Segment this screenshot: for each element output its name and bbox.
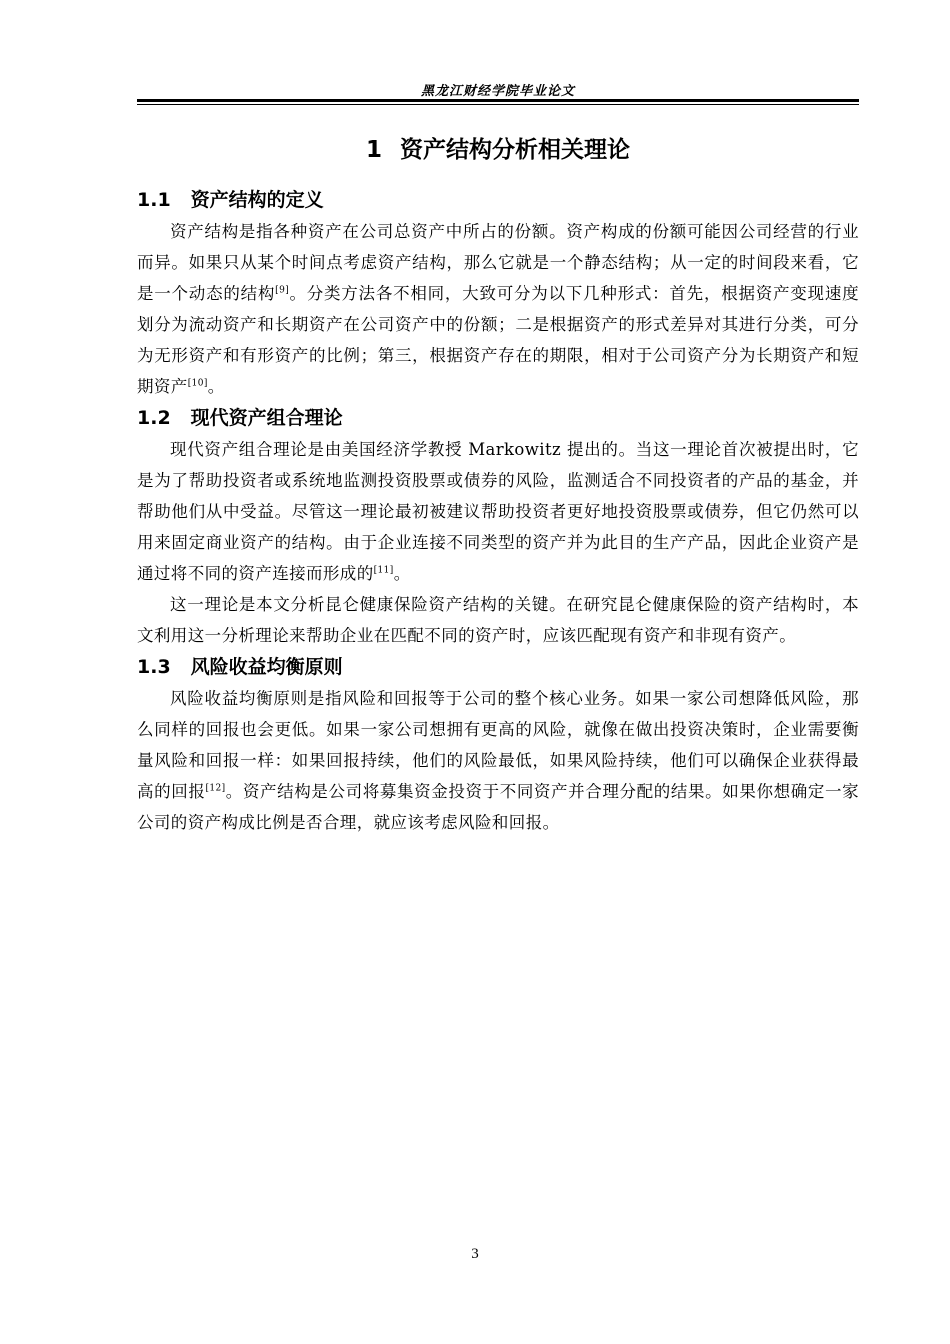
paragraph [137, 589, 859, 651]
section-title: 现代资产组合理论 [190, 407, 343, 429]
section-heading-1-2 [137, 402, 859, 434]
citation: [9] [275, 285, 290, 296]
section-title: 资产结构的定义 [190, 189, 324, 211]
header-rule-thick [137, 99, 859, 102]
section-number: 1.3 [137, 656, 171, 678]
paragraph [137, 434, 859, 589]
page-body [137, 132, 859, 838]
section-heading-1-3 [137, 651, 859, 683]
page-number: 3 [471, 1246, 479, 1262]
header-rule-thin [137, 104, 859, 105]
paragraph-text: 。分类方法各不相同，大致可分为以下几种形式：首先，根据资产变现速度划分为流动资产和长期资产在公司资产中的份额；二是根据资产的形式差异对其进行分类，可分为无形资产和有形资产的比例；第三，根据资产存在的期限，相对于公司资产分为长期资产和短期资产 [137, 284, 859, 396]
citation: [11] [373, 565, 394, 576]
running-header: 黑龙江财经学院毕业论文 [420, 84, 575, 99]
chapter-title: 资产结构分析相关理论 [400, 137, 630, 163]
paragraph [137, 216, 859, 402]
section-number: 1.2 [137, 407, 171, 429]
paragraph-text: 资产结构是指各种资产在公司总资产中所占的份额。资产构成的份额可能因公司经营的行业而异。如果只从某个时间点考虑资产结构，那么它就是一个静态结构；从一定的时间段来看，它是一个动态的结构 [137, 222, 859, 303]
citation: [10] [187, 378, 208, 389]
citation: [12] [205, 783, 226, 794]
paragraph-text: 现代资产组合理论是由美国经济学教授 Markowitz 提出的。当这一理论首次被提出时，它是为了帮助投资者或系统地监测投资股票或债券的风险，监测适合不同投资者的产品的基金，并帮助他们从中受益。尽管这一理论最初被建议帮助投资者更好地投资股票或债券，但它仍然可以用来固定商业资产的结构。由于企业连接不同类型的资产并为此目的生产产品，因此企业资产是通过将不同的资产连接而形成的 [137, 440, 859, 583]
paragraph-text: 风险收益均衡原则是指风险和回报等于公司的整个核心业务。如果一家公司想降低风险，那么同样的回报也会更低。如果一家公司想拥有更高的风险，就像在做出投资决策时，企业需要衡量风险和回报一样：如果回报持续，他们的风险最低，如果风险持续，他们可以确保企业获得最高的回报 [137, 689, 859, 801]
paragraph-text: 。 [207, 377, 225, 396]
section-title: 风险收益均衡原则 [190, 656, 343, 678]
section-number: 1.1 [137, 189, 171, 211]
paragraph-text: 这一理论是本文分析昆仑健康保险资产结构的关键。在研究昆仑健康保险的资产结构时，本文利用这一分析理论来帮助企业在匹配不同的资产时，应该匹配现有资产和非现有资产。 [137, 595, 859, 645]
section-heading-1-1 [137, 184, 859, 216]
paragraph-text: 。资产结构是公司将募集资金投资于不同资产并合理分配的结果。如果你想确定一家公司的资产构成比例是否合理，就应该考虑风险和回报。 [137, 782, 859, 832]
chapter-heading [137, 132, 859, 168]
chapter-number: 1 [365, 137, 382, 163]
paragraph-text: 。 [393, 564, 411, 583]
paragraph [137, 683, 859, 838]
